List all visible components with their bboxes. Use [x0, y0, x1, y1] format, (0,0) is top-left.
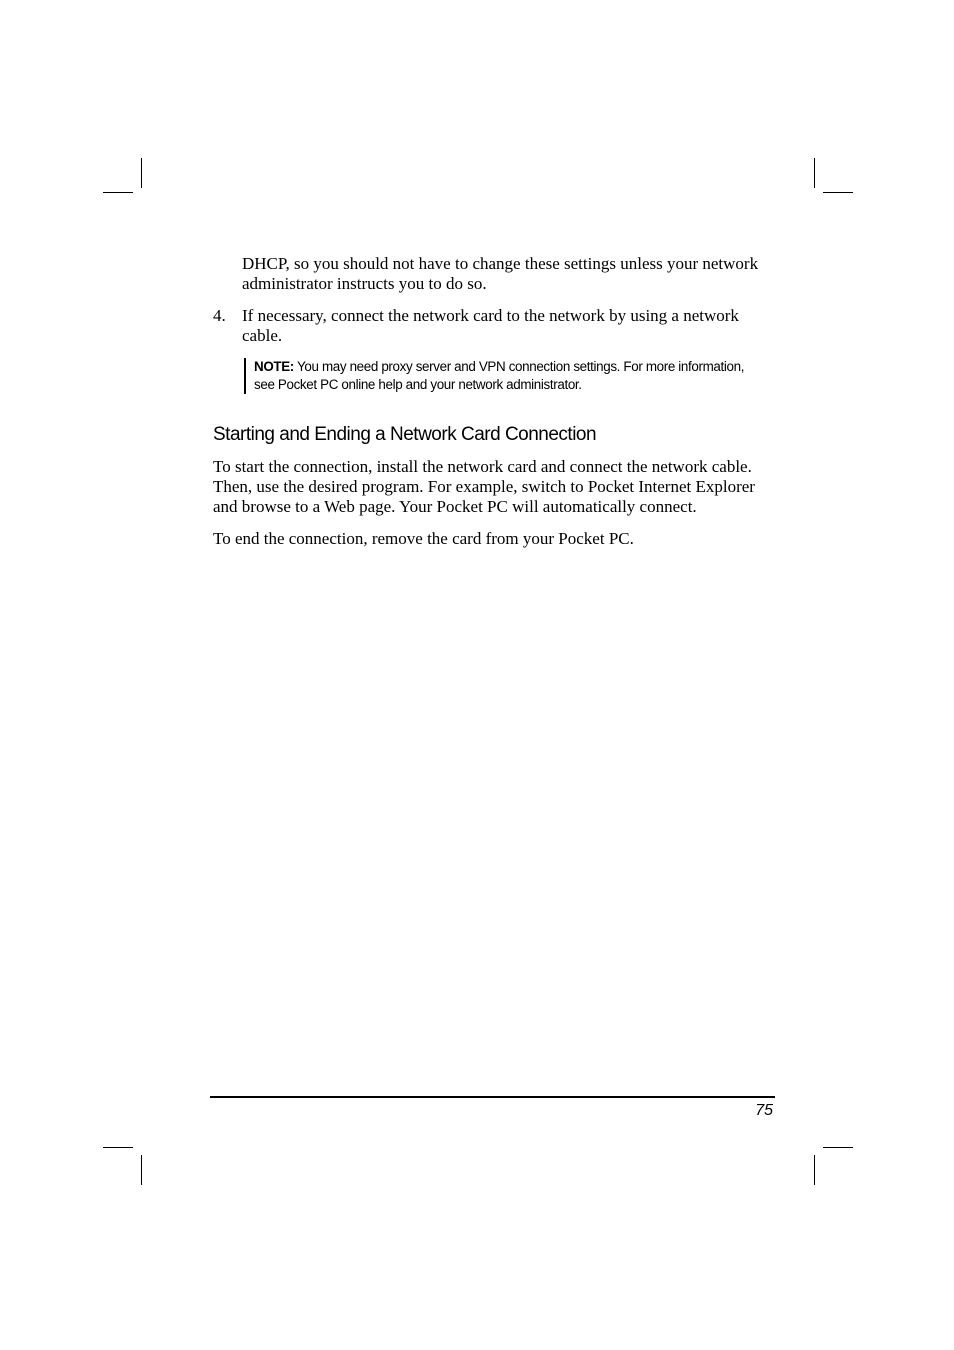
crop-mark-top-left-horizontal — [103, 192, 133, 193]
text-line: If necessary, connect the network card to the network by using a network — [242, 306, 739, 325]
text-line: cable. — [242, 326, 283, 345]
note-line — [254, 358, 744, 376]
body-paragraph-start — [213, 457, 755, 517]
crop-mark-top-left-vertical — [141, 158, 142, 188]
step-4-text — [242, 306, 739, 346]
note-text: You may need proxy server and VPN connection settings. For more information, — [297, 359, 745, 374]
crop-mark-bottom-left-vertical — [141, 1155, 142, 1185]
note-box — [244, 358, 744, 394]
crop-mark-bottom-right-vertical — [814, 1155, 815, 1185]
text-line: administrator instructs you to do so. — [242, 274, 487, 293]
note-label: NOTE: — [254, 359, 294, 374]
crop-mark-bottom-right-horizontal — [823, 1147, 853, 1148]
text-line: and browse to a Web page. Your Pocket PC will automatically connect. — [213, 497, 697, 516]
note-line: see Pocket PC online help and your network administrator. — [254, 377, 582, 392]
text-line: Then, use the desired program. For example, switch to Pocket Internet Explorer — [213, 477, 755, 496]
footer-rule — [210, 1096, 775, 1098]
section-heading: Starting and Ending a Network Card Connection — [213, 424, 597, 445]
crop-mark-top-right-vertical — [814, 158, 815, 188]
continuation-paragraph — [242, 254, 758, 294]
step-number: 4. — [213, 306, 226, 325]
text-line: To start the connection, install the network card and connect the network cable. — [213, 457, 752, 476]
text-line: DHCP, so you should not have to change these settings unless your network — [242, 254, 759, 273]
page-number: 75 — [755, 1102, 773, 1119]
crop-mark-bottom-left-horizontal — [103, 1147, 133, 1148]
crop-mark-top-right-horizontal — [823, 192, 853, 193]
body-paragraph-end: To end the connection, remove the card from your Pocket PC. — [213, 529, 634, 548]
